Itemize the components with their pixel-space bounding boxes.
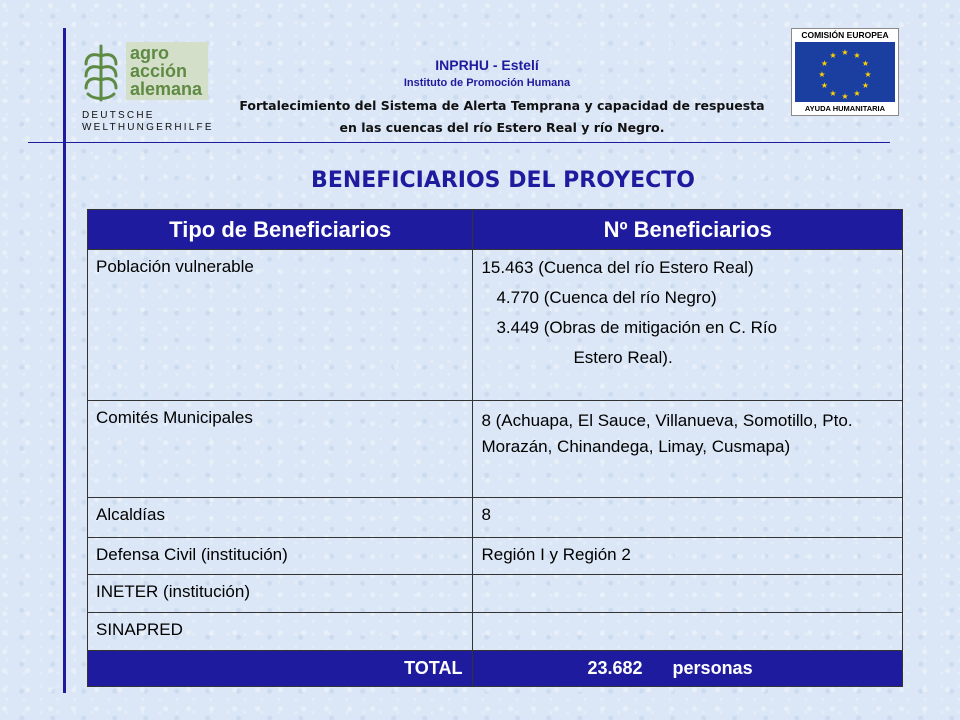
- cell-value: [473, 613, 903, 651]
- total-label: TOTAL: [88, 651, 473, 687]
- value-line: Estero Real).: [573, 348, 673, 367]
- logo-wordmark: [126, 42, 208, 100]
- total-row: [88, 651, 903, 687]
- svg-text:★: ★: [820, 59, 829, 68]
- header-divider: [28, 142, 890, 143]
- logo-word-agro: agro: [130, 43, 170, 63]
- table-row: [88, 498, 903, 538]
- logo-word-alemana: alemana: [130, 79, 203, 99]
- table-row: [88, 250, 903, 401]
- logo-subtitle-2: WELTHUNGERHILFE: [82, 122, 214, 133]
- cell-type: INETER (institución): [88, 575, 473, 613]
- svg-text:★: ★: [861, 59, 870, 68]
- cell-value: [473, 575, 903, 613]
- table-row: [88, 538, 903, 575]
- value-line: 15.463 (Cuenca del río Estero Real): [481, 258, 754, 277]
- value-line: 4.770 (Cuenca del río Negro): [496, 288, 717, 307]
- page-title: BENEFICIARIOS DEL PROYECTO: [311, 168, 695, 193]
- org-subtitle: Instituto de Promoción Humana: [403, 77, 571, 89]
- project-title-line-1: Fortalecimiento del Sistema de Alerta Temprana y capacidad de respuesta: [239, 98, 765, 113]
- svg-text:★: ★: [820, 81, 829, 90]
- table-row: [88, 401, 903, 498]
- value-line: 3.449 (Obras de mitigación en C. Río: [496, 318, 778, 337]
- svg-text:★: ★: [829, 89, 837, 98]
- cell-type: Población vulnerable: [88, 250, 473, 401]
- logo-word-accion: acción: [130, 61, 188, 81]
- eu-logo-bottom-text: AYUDA HUMANITARIA: [804, 104, 886, 113]
- header-beneficiary-type: Tipo de Beneficiarios: [88, 210, 473, 250]
- svg-text:★: ★: [864, 70, 872, 79]
- cell-value: [473, 250, 903, 401]
- header-beneficiary-count: Nº Beneficiarios: [473, 210, 903, 250]
- eu-logo-top-text: COMISIÓN EUROPEA: [801, 30, 889, 40]
- cell-value: 8 (Achuapa, El Sauce, Villanueva, Somotillo, Pto. Morazán, Chinandega, Limay, Cusmapa): [473, 401, 903, 498]
- table-header-row: [88, 210, 903, 250]
- table-row: [88, 575, 903, 613]
- cell-type: SINAPRED: [88, 613, 473, 651]
- cell-value: Región I y Región 2: [473, 538, 903, 575]
- svg-text:★: ★: [841, 92, 849, 101]
- project-title-line-2: en las cuencas del río Estero Real y río Negro.: [339, 120, 665, 135]
- svg-text:★: ★: [818, 70, 826, 79]
- svg-text:★: ★: [853, 89, 861, 98]
- svg-text:★: ★: [861, 81, 870, 90]
- eu-flag-icon: [795, 42, 895, 102]
- svg-text:★: ★: [841, 48, 849, 57]
- european-commission-logo: [791, 28, 899, 116]
- total-number: 23.682: [587, 658, 643, 678]
- svg-text:★: ★: [853, 51, 861, 60]
- left-vertical-rule: [63, 28, 66, 693]
- cell-type: Defensa Civil (institución): [88, 538, 473, 575]
- svg-text:★: ★: [829, 51, 837, 60]
- table-row: [88, 613, 903, 651]
- total-value: [473, 651, 903, 687]
- org-name: INPRHU - Estelí: [435, 57, 539, 73]
- beneficiaries-table: [87, 209, 903, 687]
- cell-value: 8: [473, 498, 903, 538]
- cell-type: Alcaldías: [88, 498, 473, 538]
- total-unit: personas: [672, 658, 753, 678]
- wheat-logo-icon: [82, 42, 120, 102]
- logo-subtitle-1: DEUTSCHE: [82, 110, 155, 121]
- cell-type: Comités Municipales: [88, 401, 473, 498]
